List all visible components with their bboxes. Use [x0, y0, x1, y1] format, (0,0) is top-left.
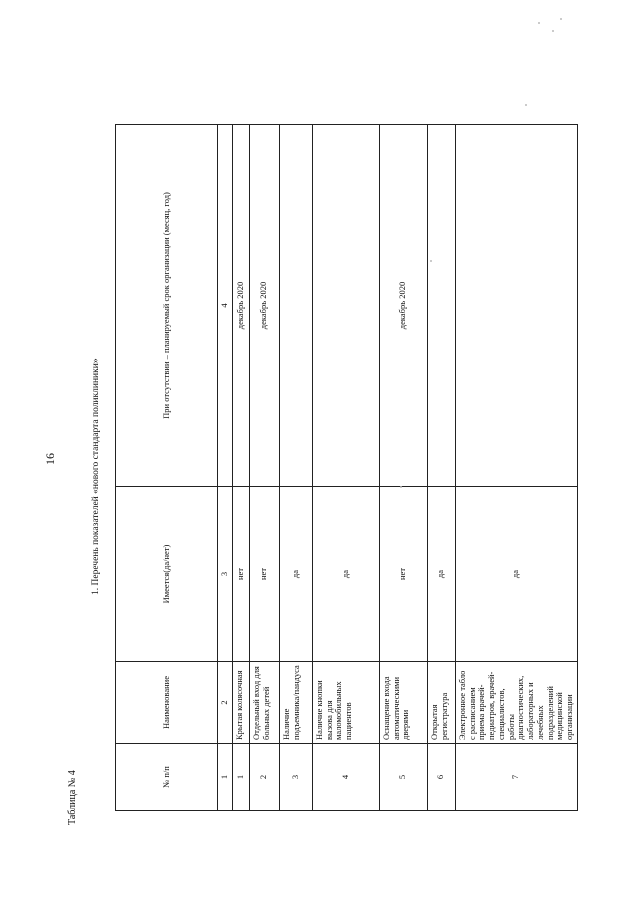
- table-title: 1. Перечень показателей «нового стандарта поликлиники»: [91, 358, 101, 595]
- index-cell: 1: [218, 744, 233, 811]
- header-name: Наименование: [116, 662, 218, 744]
- row-number: 6: [427, 744, 455, 811]
- row-name: Крытая колясочная: [232, 662, 249, 744]
- table-row: [379, 125, 427, 811]
- row-planned-date: [455, 125, 577, 487]
- table-index-row: [218, 125, 233, 811]
- table-row: [455, 125, 577, 811]
- scan-speck: [560, 18, 562, 20]
- row-name: Открытая регистратура: [427, 662, 455, 744]
- row-available: да: [455, 487, 577, 662]
- row-available: да: [312, 487, 379, 662]
- table-number: Таблица № 4: [67, 770, 78, 825]
- index-cell: 2: [218, 662, 233, 744]
- table-header-row: [116, 125, 218, 811]
- table-row: [249, 125, 279, 811]
- row-name: Электронное табло с расписанием приема врачей-педиатров, врачей-специалистов, работы диагностических, лабораторных и лечебных подразделений медицинской организации: [455, 662, 577, 744]
- row-number: 2: [249, 744, 279, 811]
- table-row: [279, 125, 312, 811]
- scan-speck: [400, 486, 402, 488]
- row-number: 4: [312, 744, 379, 811]
- row-available: нет: [249, 487, 279, 662]
- row-name: Оснащение входа автоматическими дверями: [379, 662, 427, 744]
- page-number: 16: [43, 453, 57, 465]
- header-number: № п/п: [116, 744, 218, 811]
- row-planned-date: [279, 125, 312, 487]
- row-available: нет: [232, 487, 249, 662]
- row-number: 7: [455, 744, 577, 811]
- row-name: Отдельный вход для больных детей: [249, 662, 279, 744]
- row-planned-date: [312, 125, 379, 487]
- scan-speck: [525, 104, 527, 106]
- header-available: Имеется(да/нет): [116, 487, 218, 662]
- row-available: нет: [379, 487, 427, 662]
- table-row: [232, 125, 249, 811]
- row-planned-date: декабрь 2020: [249, 125, 279, 487]
- index-cell: 4: [218, 125, 233, 487]
- scan-speck: [552, 30, 554, 32]
- scan-speck: [430, 260, 432, 262]
- table-row: [312, 125, 379, 811]
- row-name: Наличие кнопки вызова для маломобильных пациентов: [312, 662, 379, 744]
- row-number: 1: [232, 744, 249, 811]
- scan-speck: [538, 22, 540, 24]
- header-planned-date: При отсутствии – планируемый срок организации (месяц, год): [116, 125, 218, 487]
- row-number: 5: [379, 744, 427, 811]
- indicators-table: [115, 124, 578, 811]
- row-available: да: [427, 487, 455, 662]
- table-row: [427, 125, 455, 811]
- row-planned-date: [427, 125, 455, 487]
- index-cell: 3: [218, 487, 233, 662]
- row-name: Наличие подъемника/пандуса: [279, 662, 312, 744]
- row-available: да: [279, 487, 312, 662]
- row-planned-date: декабрь 2020: [232, 125, 249, 487]
- row-number: 3: [279, 744, 312, 811]
- row-planned-date: декабрь 2020: [379, 125, 427, 487]
